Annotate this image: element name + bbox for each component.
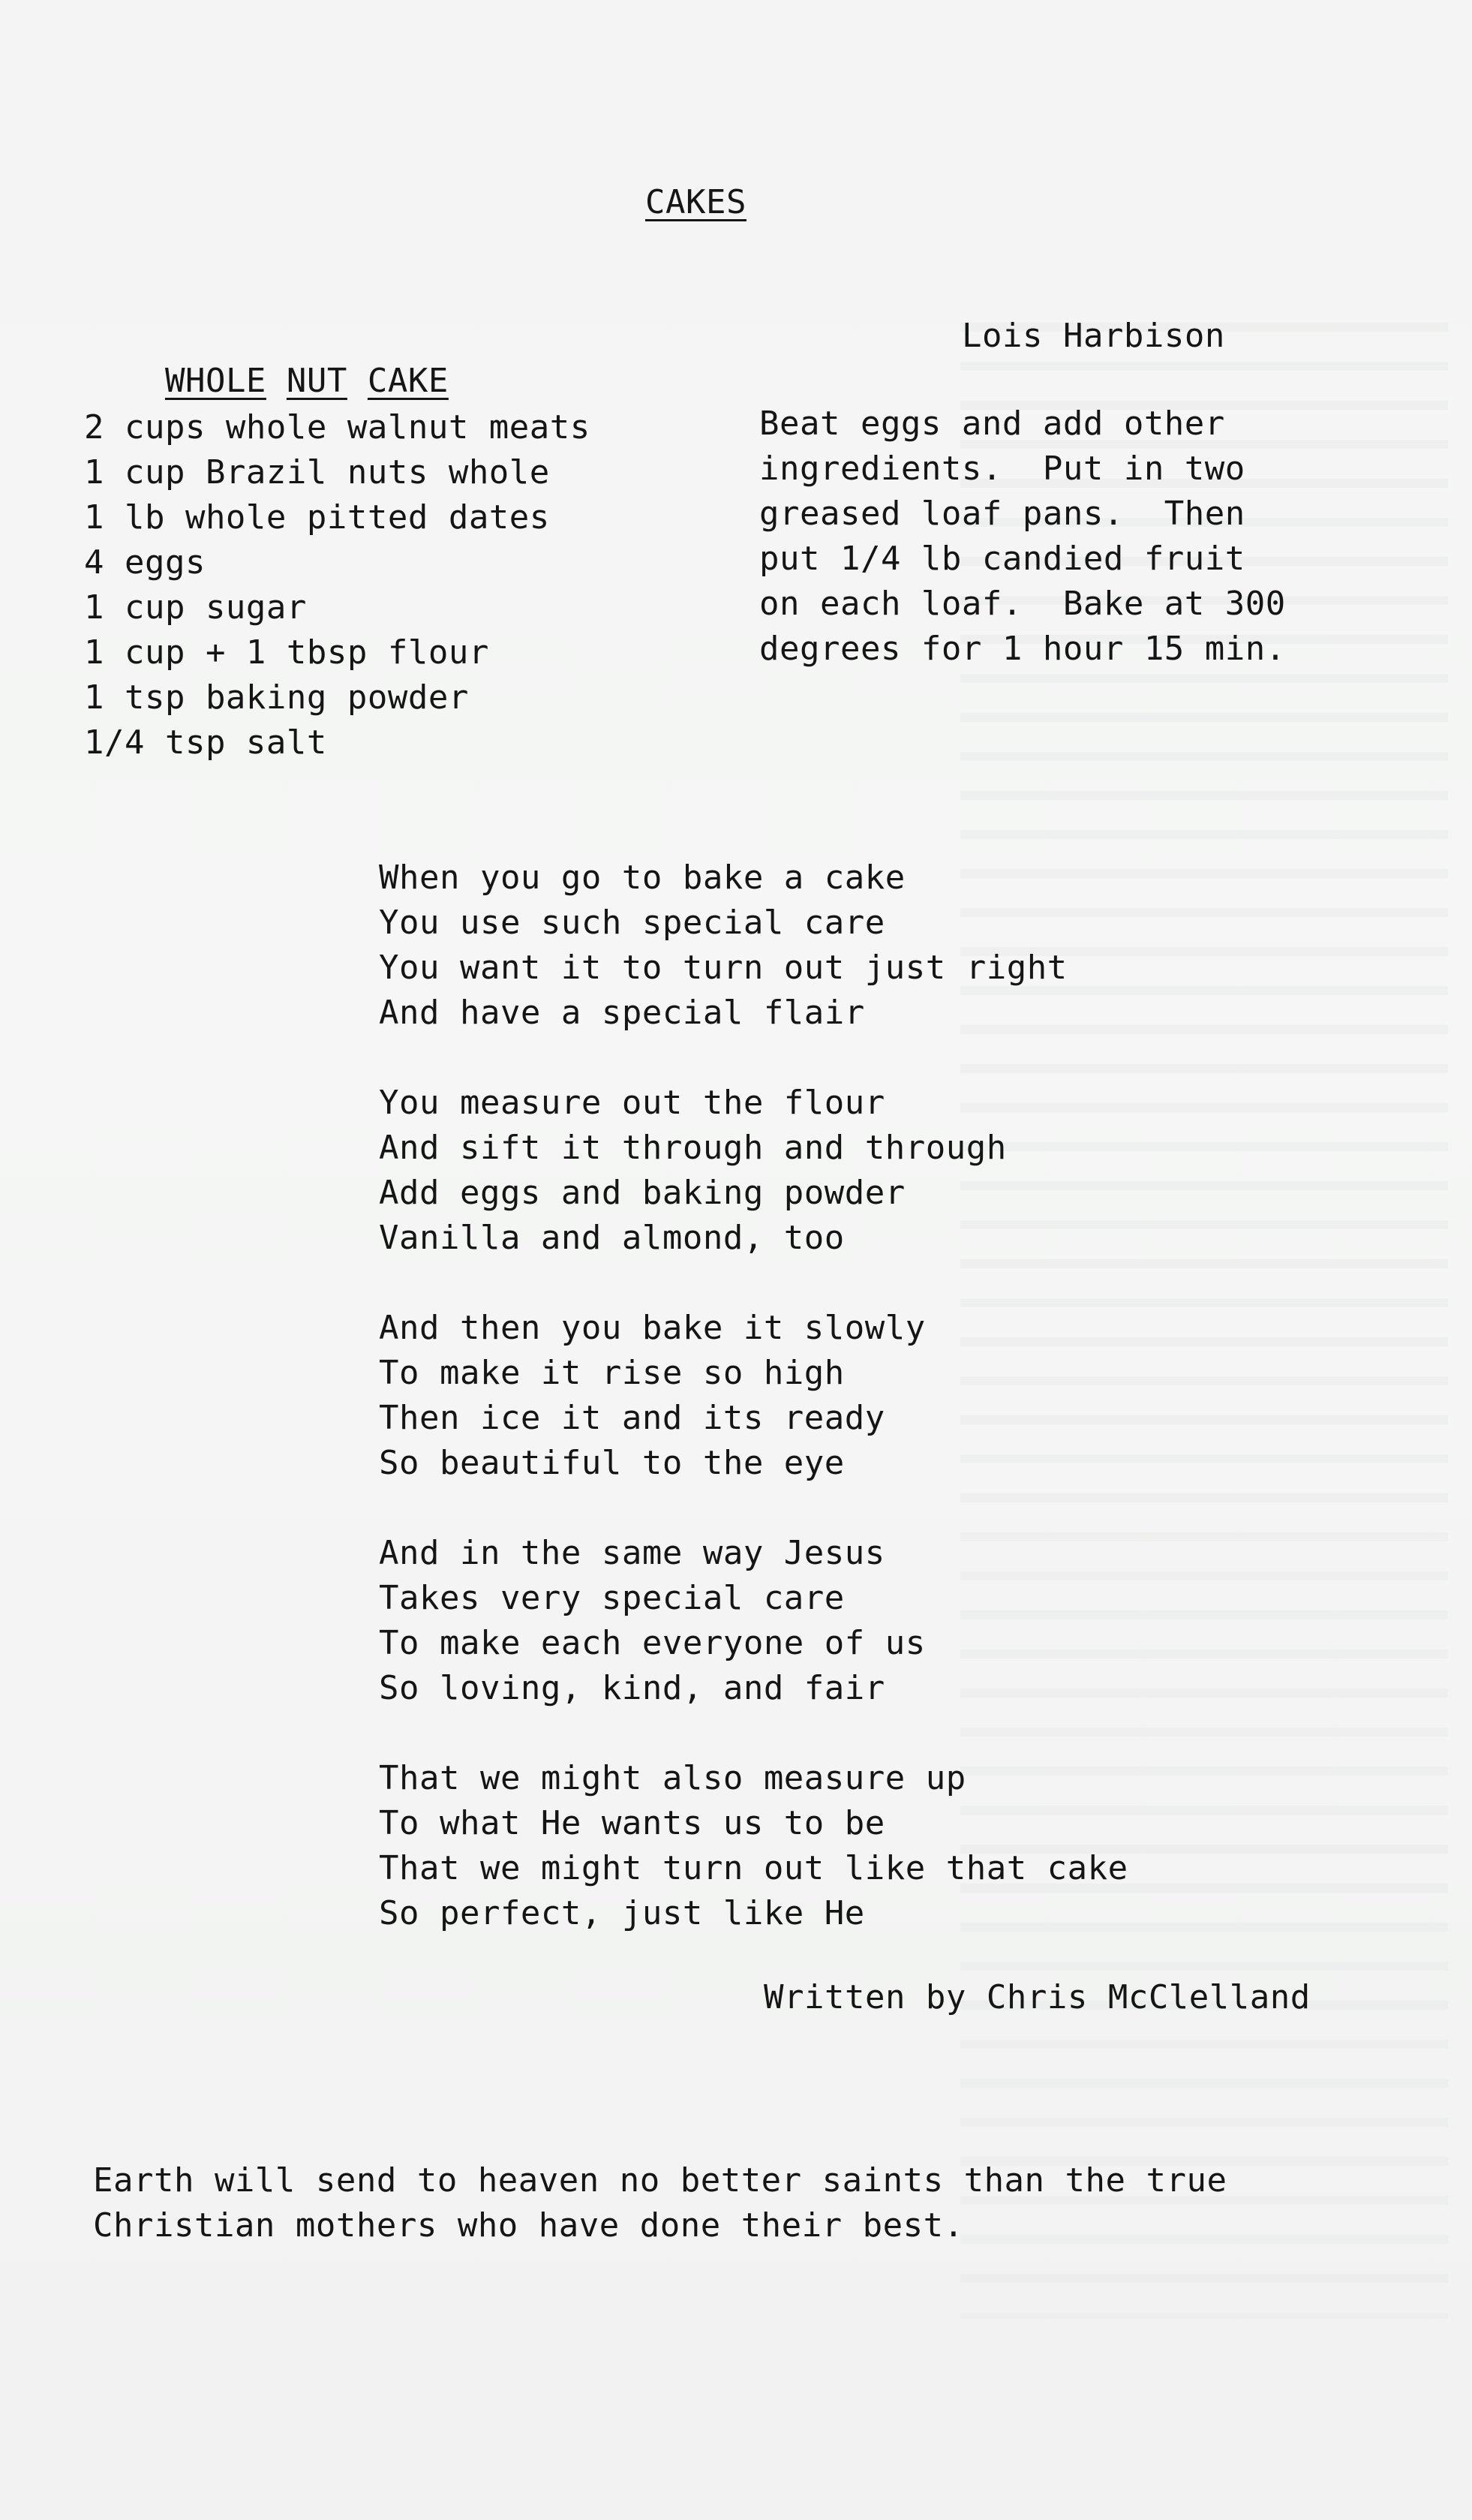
poem-line: So perfect, just like He (379, 1894, 865, 1932)
poem-line: So beautiful to the eye (379, 1444, 845, 1482)
recipe-directions (759, 401, 1286, 672)
poem-line: And then you bake it slowly (379, 1309, 926, 1347)
ingredient-line: 4 eggs (84, 543, 206, 582)
poem-credit: Written by Chris McClelland (764, 1978, 1311, 2016)
poem-line: So loving, kind, and fair (379, 1669, 885, 1707)
poem-stanza (379, 1081, 1128, 1261)
poem-line: You want it to turn out just right (379, 949, 1068, 987)
ingredient-line: 1 lb whole pitted dates (84, 498, 550, 537)
poem-line: Add eggs and baking powder (379, 1174, 906, 1212)
poem-line: To what He wants us to be (379, 1804, 885, 1842)
recipe-title-word: NUT (286, 362, 347, 400)
closing-quote (93, 2158, 1227, 2248)
poem-line: Vanilla and almond, too (379, 1219, 845, 1257)
poem-line: Then ice it and its ready (379, 1399, 885, 1437)
poem-stanza (379, 1531, 1128, 1711)
ingredient-line: 1 tsp baking powder (84, 678, 469, 717)
poem-stanza (379, 1756, 1128, 1936)
poem-line: Takes very special care (379, 1579, 845, 1617)
section-title: CAKES (645, 183, 747, 221)
poem-line: That we might turn out like that cake (379, 1849, 1128, 1887)
poem-line: To make it rise so high (379, 1354, 845, 1392)
poem-line: That we might also measure up (379, 1759, 966, 1797)
direction-line: greased loaf pans. Then (759, 495, 1245, 533)
poem-line: To make each everyone of us (379, 1624, 926, 1662)
direction-line: Beat eggs and add other (759, 404, 1225, 443)
poem-line: And in the same way Jesus (379, 1534, 885, 1572)
recipe-title-word: WHOLE (164, 362, 266, 400)
poem (379, 856, 1128, 1936)
poem-line: When you go to bake a cake (379, 859, 906, 897)
quote-line: Christian mothers who have done their best. (93, 2206, 964, 2245)
recipe-title-word: CAKE (367, 362, 449, 400)
direction-line: degrees for 1 hour 15 min. (759, 630, 1286, 668)
recipe-author: Lois Harbison (962, 317, 1225, 355)
ingredient-line: 1 cup Brazil nuts whole (84, 453, 550, 492)
ingredient-line: 1 cup + 1 tbsp flour (84, 633, 489, 672)
direction-line: ingredients. Put in two (759, 450, 1245, 488)
poem-line: You use such special care (379, 904, 885, 942)
direction-line: put 1/4 lb candied fruit (759, 540, 1245, 578)
ingredients-list (84, 405, 590, 765)
quote-line: Earth will send to heaven no better saints than the true (93, 2161, 1227, 2200)
poem-stanza (379, 1306, 1128, 1486)
ingredient-line: 2 cups whole walnut meats (84, 408, 590, 447)
poem-line: You measure out the flour (379, 1084, 885, 1122)
poem-line: And sift it through and through (379, 1129, 1007, 1167)
poem-stanza (379, 856, 1128, 1036)
ingredient-line: 1 cup sugar (84, 588, 307, 627)
direction-line: on each loaf. Bake at 300 (759, 585, 1286, 623)
poem-line: And have a special flair (379, 994, 865, 1032)
ingredient-line: 1/4 tsp salt (84, 723, 327, 762)
